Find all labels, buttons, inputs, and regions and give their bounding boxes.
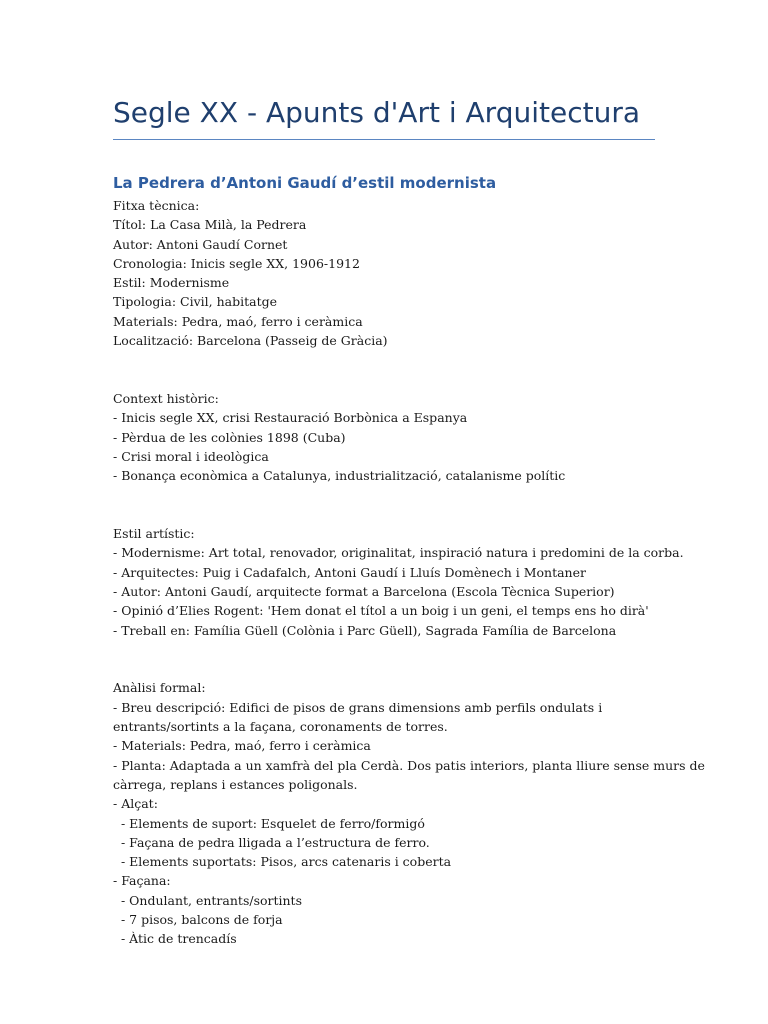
blank-line xyxy=(113,350,658,369)
text-line: - Autor: Antoni Gaudí, arquitecte format a Barcelona (Escola Tècnica Superior) xyxy=(113,583,615,599)
text-line: Context històric: xyxy=(113,390,219,406)
text-line: - Planta: Adaptada a un xamfrà del pla Cerdà. Dos patis interiors, planta lliure sense murs de xyxy=(113,757,705,773)
text-line: - Ondulant, entrants/sortints xyxy=(113,892,302,908)
title-underline xyxy=(113,139,655,140)
text-line: - Materials: Pedra, maó, ferro i ceràmica xyxy=(113,738,371,754)
text-line: - Elements de suport: Esquelet de ferro/formigó xyxy=(113,815,425,831)
text-line: - Arquitectes: Puig i Cadafalch, Antoni Gaudí i Lluís Domènech i Montaner xyxy=(113,564,586,580)
section-heading: La Pedrera d’Antoni Gaudí d’estil modernista xyxy=(113,174,497,192)
text-line: Tipologia: Civil, habitatge xyxy=(113,294,277,310)
text-line: Estil: Modernisme xyxy=(113,275,230,291)
text-line: Títol: La Casa Milà, la Pedrera xyxy=(113,217,307,233)
text-line: - Pèrdua de les colònies 1898 (Cuba) xyxy=(113,429,346,445)
text-line: - Treball en: Família Güell (Colònia i Parc Güell), Sagrada Família de Barcelona xyxy=(113,622,617,638)
text-line: Fitxa tècnica: xyxy=(113,198,200,213)
text-line: - 7 pisos, balcons de forja xyxy=(113,911,283,927)
blank-line xyxy=(113,640,658,659)
blank-line xyxy=(113,370,658,389)
text-line: - Opinió d’Elies Rogent: 'Hem donat el títol a un boig i un geni, el temps ens ho dirà' xyxy=(113,603,649,619)
text-line: Autor: Antoni Gaudí Cornet xyxy=(113,236,288,252)
text-line: Materials: Pedra, maó, ferro i ceràmica xyxy=(113,313,363,329)
text-line: - Breu descripció: Edifici de pisos de grans dimensions amb perfils ondulats i xyxy=(113,699,603,715)
text-line: - Crisi moral i ideològica xyxy=(113,448,269,464)
blank-line xyxy=(113,505,658,524)
document-body xyxy=(113,196,705,949)
text-line: Cronologia: Inicis segle XX, 1906-1912 xyxy=(113,255,360,271)
text-line: Localització: Barcelona (Passeig de Gràcia) xyxy=(113,333,388,349)
blank-line xyxy=(113,485,658,504)
text-line: càrrega, replans i estances poligonals. xyxy=(113,776,358,792)
text-line: Estil artístic: xyxy=(113,526,195,542)
text-line: entrants/sortints a la façana, coronaments de torres. xyxy=(113,719,448,735)
text-line: - Elements suportats: Pisos, arcs catenaris i coberta xyxy=(113,854,452,870)
text-line: Anàlisi formal: xyxy=(113,680,206,696)
text-line: - Àtic de trencadís xyxy=(113,931,237,947)
text-line: - Inicis segle XX, crisi Restauració Borbònica a Espanya xyxy=(113,410,468,426)
text-line: - Alçat: xyxy=(113,796,158,812)
text-line: - Modernisme: Art total, renovador, originalitat, inspiració natura i predomini de la corba. xyxy=(113,545,684,561)
text-line: - Bonança econòmica a Catalunya, industrialització, catalanisme polític xyxy=(113,468,566,484)
blank-line xyxy=(113,659,658,678)
text-line: - Façana de pedra lligada a l’estructura de ferro. xyxy=(113,834,430,850)
text-line: - Façana: xyxy=(113,873,171,889)
document-title: Segle XX - Apunts d'Art i Arquitectura xyxy=(113,96,640,129)
